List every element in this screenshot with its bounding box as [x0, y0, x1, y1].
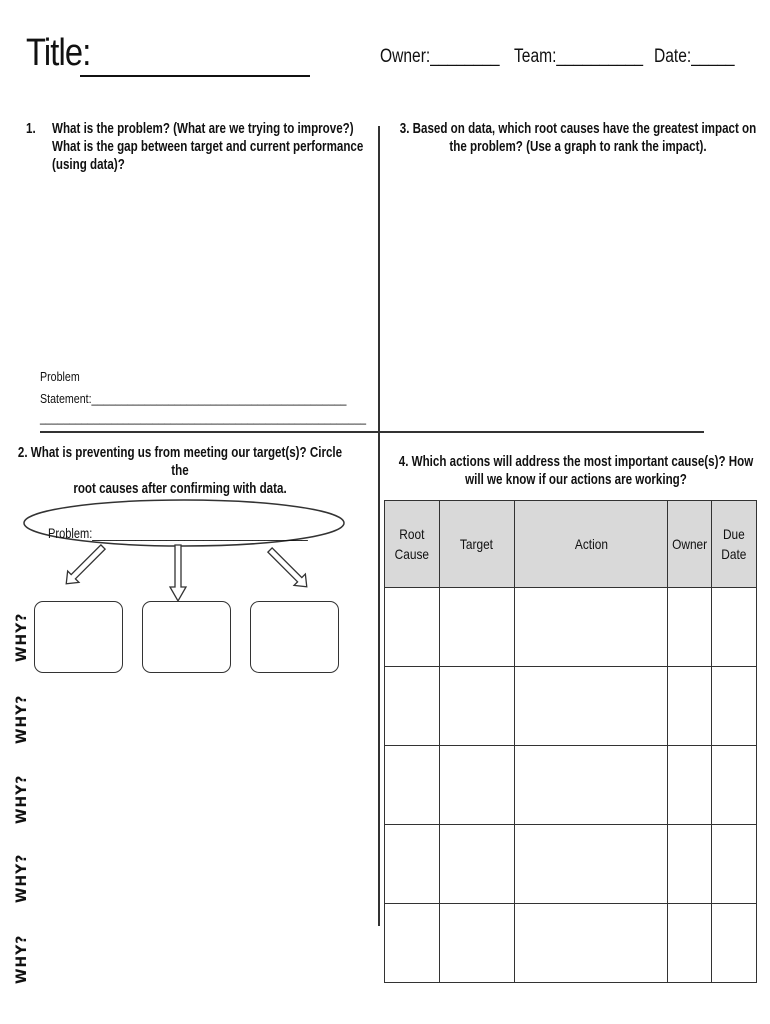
vertical-divider — [378, 126, 380, 926]
q1-line2: What is the gap between target and current performance — [52, 139, 364, 155]
q1-line3: (using data)? — [52, 157, 125, 173]
q3-line1: 3. Based on data, which root causes have the greatest impact on — [399, 121, 757, 137]
problem-label: Problem:___________________________________ — [48, 526, 308, 541]
owner-field: Owner:________ — [380, 46, 500, 67]
table-row[interactable] — [385, 667, 757, 746]
date-field: Date:_____ — [654, 46, 735, 67]
col-action: Action — [514, 501, 667, 588]
ps-label1: Problem — [40, 369, 80, 384]
why-box-3[interactable] — [250, 601, 339, 673]
col-owner: Owner — [668, 501, 712, 588]
q4-line2: will we know if our actions are working? — [465, 472, 687, 488]
q2-line2: root causes after confirming with data. — [73, 481, 287, 497]
title-underline — [80, 75, 310, 77]
q3-line2: the problem? (Use a graph to rank the impact). — [449, 139, 707, 155]
table-row[interactable] — [385, 588, 757, 667]
table-row[interactable] — [385, 904, 757, 983]
horizontal-divider — [40, 431, 704, 433]
q2-line1: 2. What is preventing us from meeting our target(s)? Circle the — [17, 445, 343, 479]
col-target: Target — [439, 501, 514, 588]
table-header-row — [385, 501, 757, 588]
action-table — [384, 500, 757, 983]
ps-label2: Statement:___________________________________________ — [40, 391, 347, 406]
arrow-down-icon — [170, 545, 186, 601]
team-field: Team:__________ — [514, 46, 644, 67]
q1-number: 1. — [26, 121, 36, 137]
arrow-right-icon — [264, 544, 312, 592]
q3-question — [394, 120, 762, 156]
q2-question — [10, 444, 350, 498]
why-label-3: WHY? — [14, 774, 30, 824]
why-label-1: WHY? — [14, 612, 30, 662]
q1-line1: What is the problem? (What are we trying to improve?) — [52, 121, 354, 137]
arrow-left-icon — [61, 541, 109, 589]
table-row[interactable] — [385, 825, 757, 904]
why-label-5: WHY? — [14, 934, 30, 984]
title-label: Title: — [26, 32, 91, 74]
q4-line1: 4. Which actions will address the most important cause(s)? How — [398, 454, 754, 470]
why-box-1[interactable] — [34, 601, 123, 673]
problem-statement-label — [40, 366, 346, 410]
why-label-2: WHY? — [14, 694, 30, 744]
col-root-cause: Root Cause — [385, 501, 440, 588]
why-box-2[interactable] — [142, 601, 231, 673]
table-row[interactable] — [385, 746, 757, 825]
why-label-4: WHY? — [14, 853, 30, 903]
q1-question — [52, 120, 364, 174]
problem-statement-line: _______________________________________________________ — [40, 410, 367, 425]
col-due-date: Due Date — [712, 501, 757, 588]
page-title — [26, 32, 90, 75]
q4-question — [394, 453, 758, 489]
